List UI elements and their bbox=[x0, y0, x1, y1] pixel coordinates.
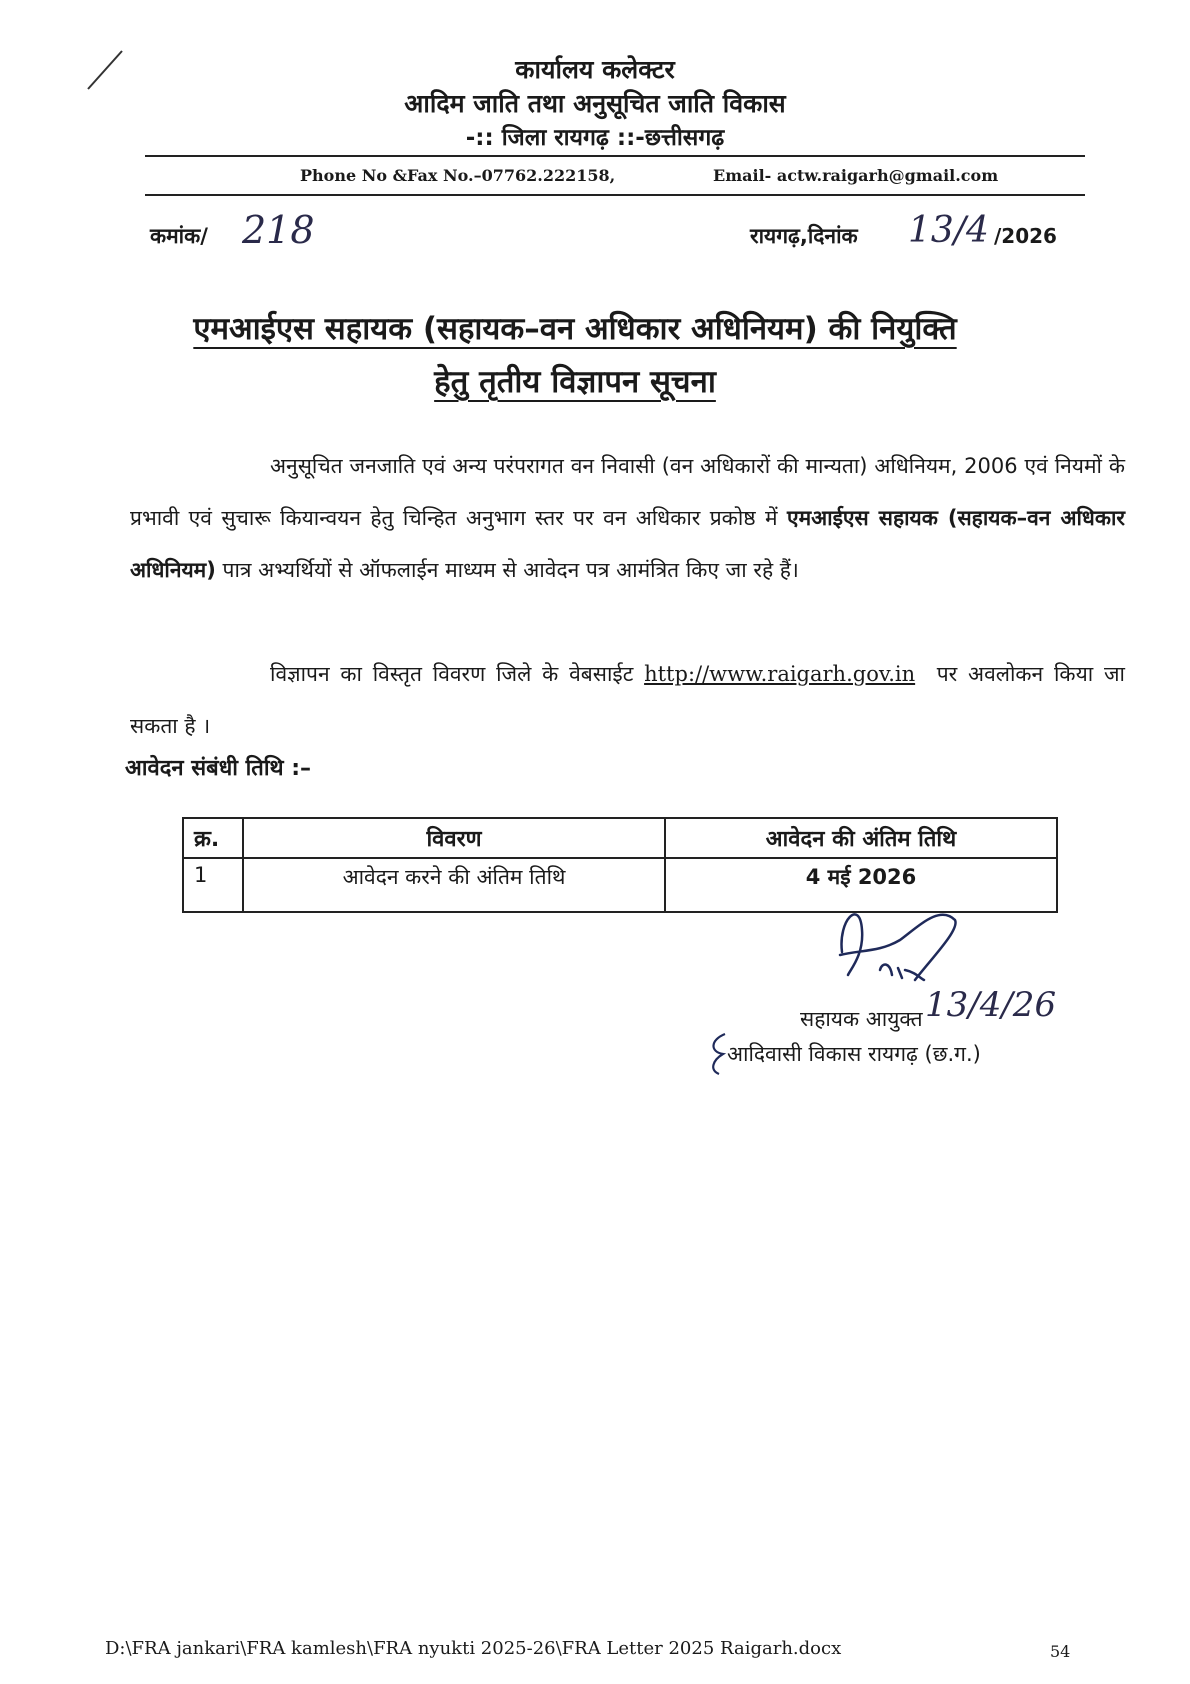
table-header-last-date: आवेदन की अंतिम तिथि bbox=[665, 818, 1057, 858]
page-number: 54 bbox=[1050, 1642, 1071, 1661]
post-name-bold: एमआईएस सहायक (सहायक–वन अधिकार अधिनियम) bbox=[130, 506, 1125, 582]
date-label: रायगढ़,दिनांक bbox=[750, 224, 858, 248]
reference-number-handwritten: 218 bbox=[242, 208, 315, 252]
dates-table bbox=[182, 817, 1058, 913]
date-year: /2026 bbox=[994, 224, 1057, 248]
paragraph-1-text: अनुसूचित जनजाति एवं अन्य परंपरागत वन निवासी (वन अधिकारों की मान्यता) अधिनियम, 2006 एवं नियमों के प्रभावी एवं सुचारू कियान्वयन हेतु चिन्हित अनुभाग स्तर पर वन अधिकार प्रकोष्ठ में bbox=[130, 454, 1125, 530]
date-handwritten: 13/4 bbox=[908, 210, 989, 251]
phone-fax: Phone No &Fax No.–07762.222158, bbox=[300, 166, 616, 185]
department-name: आदिम जाति तथा अनुसूचित जाति विकास bbox=[404, 89, 786, 118]
table-cell-serial: 1 bbox=[183, 858, 243, 912]
header-rule-top bbox=[145, 155, 1085, 157]
table-cell-date: 4 मई 2026 bbox=[665, 858, 1057, 912]
header-rule-bottom bbox=[145, 194, 1085, 196]
website-link[interactable]: http://www.raigarh.gov.in bbox=[644, 662, 916, 686]
dates-heading: आवेदन संबंधी तिथि :– bbox=[125, 756, 312, 781]
table-header-row bbox=[183, 818, 1057, 858]
body-paragraph-2 bbox=[130, 648, 1125, 752]
reference-number-label: कमांक/ bbox=[150, 224, 208, 248]
signatory-designation: सहायक आयुक्त bbox=[800, 1007, 923, 1031]
paragraph-2-text-end: पर अवलोकन किया जा सकता है । bbox=[130, 662, 1125, 738]
office-name: कार्यालय कलेक्टर bbox=[515, 55, 675, 84]
email-address: Email- actw.raigarh@gmail.com bbox=[713, 166, 999, 185]
paragraph-1-text-end: पात्र अभ्यर्थियों से ऑफलाईन माध्यम से आवेदन पत्र आमंत्रित किए जा रहे हैं। bbox=[222, 558, 799, 582]
signatory-office: आदिवासी विकास रायगढ़ (छ.ग.) bbox=[727, 1042, 981, 1066]
table-cell-description: आवेदन करने की अंतिम तिथि bbox=[243, 858, 665, 912]
table-header-description: विवरण bbox=[243, 818, 665, 858]
notice-title-line1: एमआईएस सहायक (सहायक–वन अधिकार अधिनियम) की नियुक्ति bbox=[193, 311, 957, 347]
body-paragraph-1 bbox=[130, 440, 1125, 596]
district-name: -:: जिला रायगढ़ ::-छत्तीसगढ़ bbox=[465, 125, 725, 151]
signature-date-handwritten: 13/4/26 bbox=[925, 985, 1057, 1025]
notice-title-line2: हेतु तृतीय विज्ञापन सूचना bbox=[434, 364, 716, 400]
table-header-serial: क्र. bbox=[183, 818, 243, 858]
footer-file-path: D:\FRA jankari\FRA kamlesh\FRA nyukti 2025-26\FRA Letter 2025 Raigarh.docx bbox=[105, 1638, 842, 1659]
paragraph-2-text: विज्ञापन का विस्तृत विवरण जिले के वेबसाईट bbox=[270, 662, 634, 686]
